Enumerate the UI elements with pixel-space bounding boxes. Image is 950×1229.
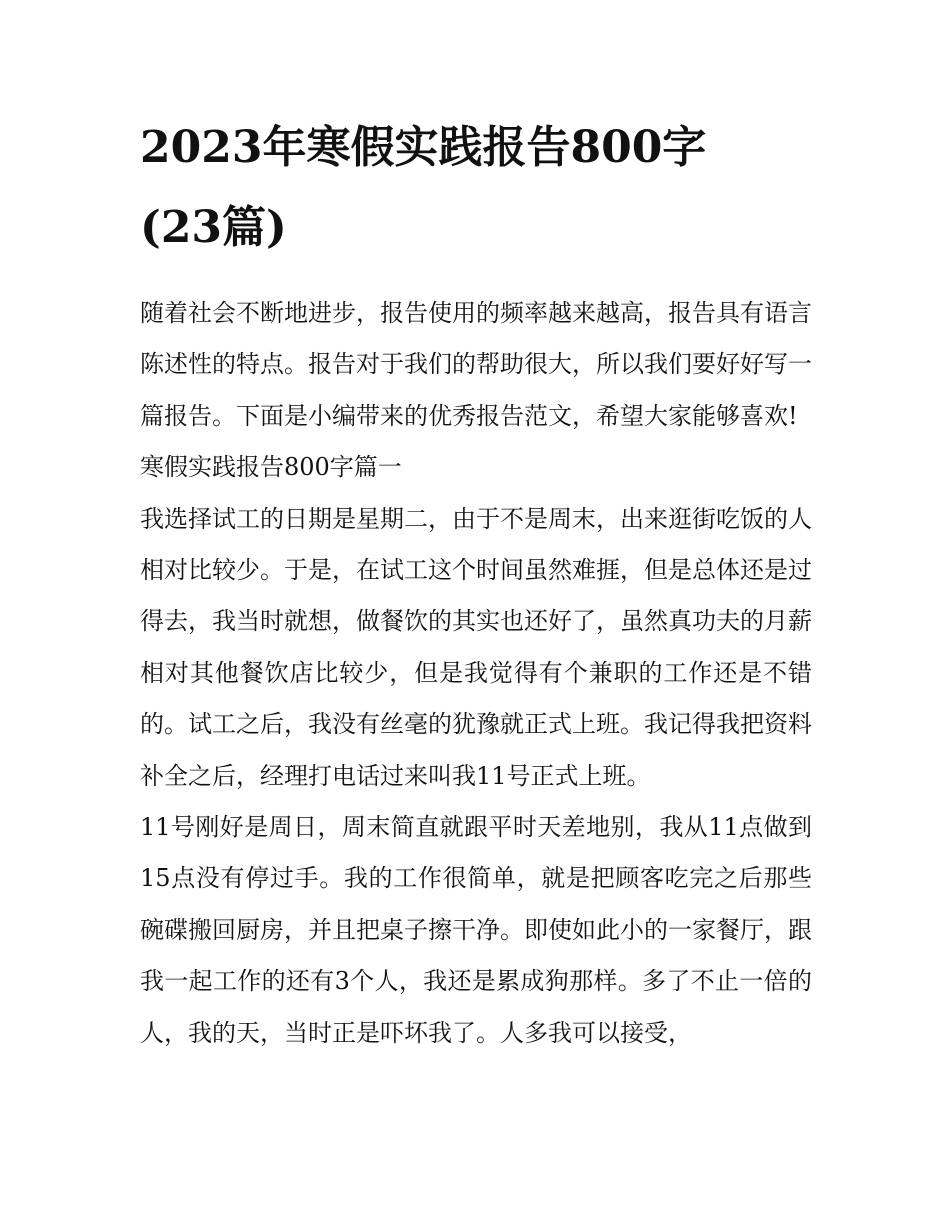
title-line-1: 2023年寒假实践报告800字 bbox=[140, 122, 707, 173]
title-line-2: (23篇) bbox=[140, 202, 287, 253]
intro-paragraph: 随着社会不断地进步，报告使用的频率越来越高，报告具有语言陈述性的特点。报告对于我们的帮助很大，所以我们要好好写一篇报告。下面是小编带来的优秀报告范文，希望大家能够喜欢! bbox=[140, 299, 812, 430]
section-heading: 寒假实践报告800字篇一 bbox=[140, 453, 402, 482]
body-paragraph-2: 11号刚好是周日，周末简直就跟平时天差地别，我从11点做到15点没有停过手。我的工作很简单，就是把顾客吃完之后那些碗碟搬回厨房，并且把桌子擦干净。即使如此小的一家餐厅，跟我一起工作的还有3个人，我还是累成狗那样。多了不止一倍的人，我的天，当时正是吓坏我了。人多我可以接受， bbox=[140, 813, 812, 1047]
body-paragraph-1: 我选择试工的日期是星期二，由于不是周末，出来逛街吃饭的人相对比较少。于是，在试工这个时间虽然难捱，但是总体还是过得去，我当时就想，做餐饮的其实也还好了，虽然真功夫的月薪相对其他餐饮店比较少，但是我觉得有个兼职的工作还是不错的。试工之后，我没有丝毫的犹豫就正式上班。我记得我把资料补全之后，经理打电话过来叫我11号正式上班。 bbox=[140, 504, 812, 790]
document-body bbox=[140, 288, 812, 1059]
document-title bbox=[140, 108, 780, 268]
